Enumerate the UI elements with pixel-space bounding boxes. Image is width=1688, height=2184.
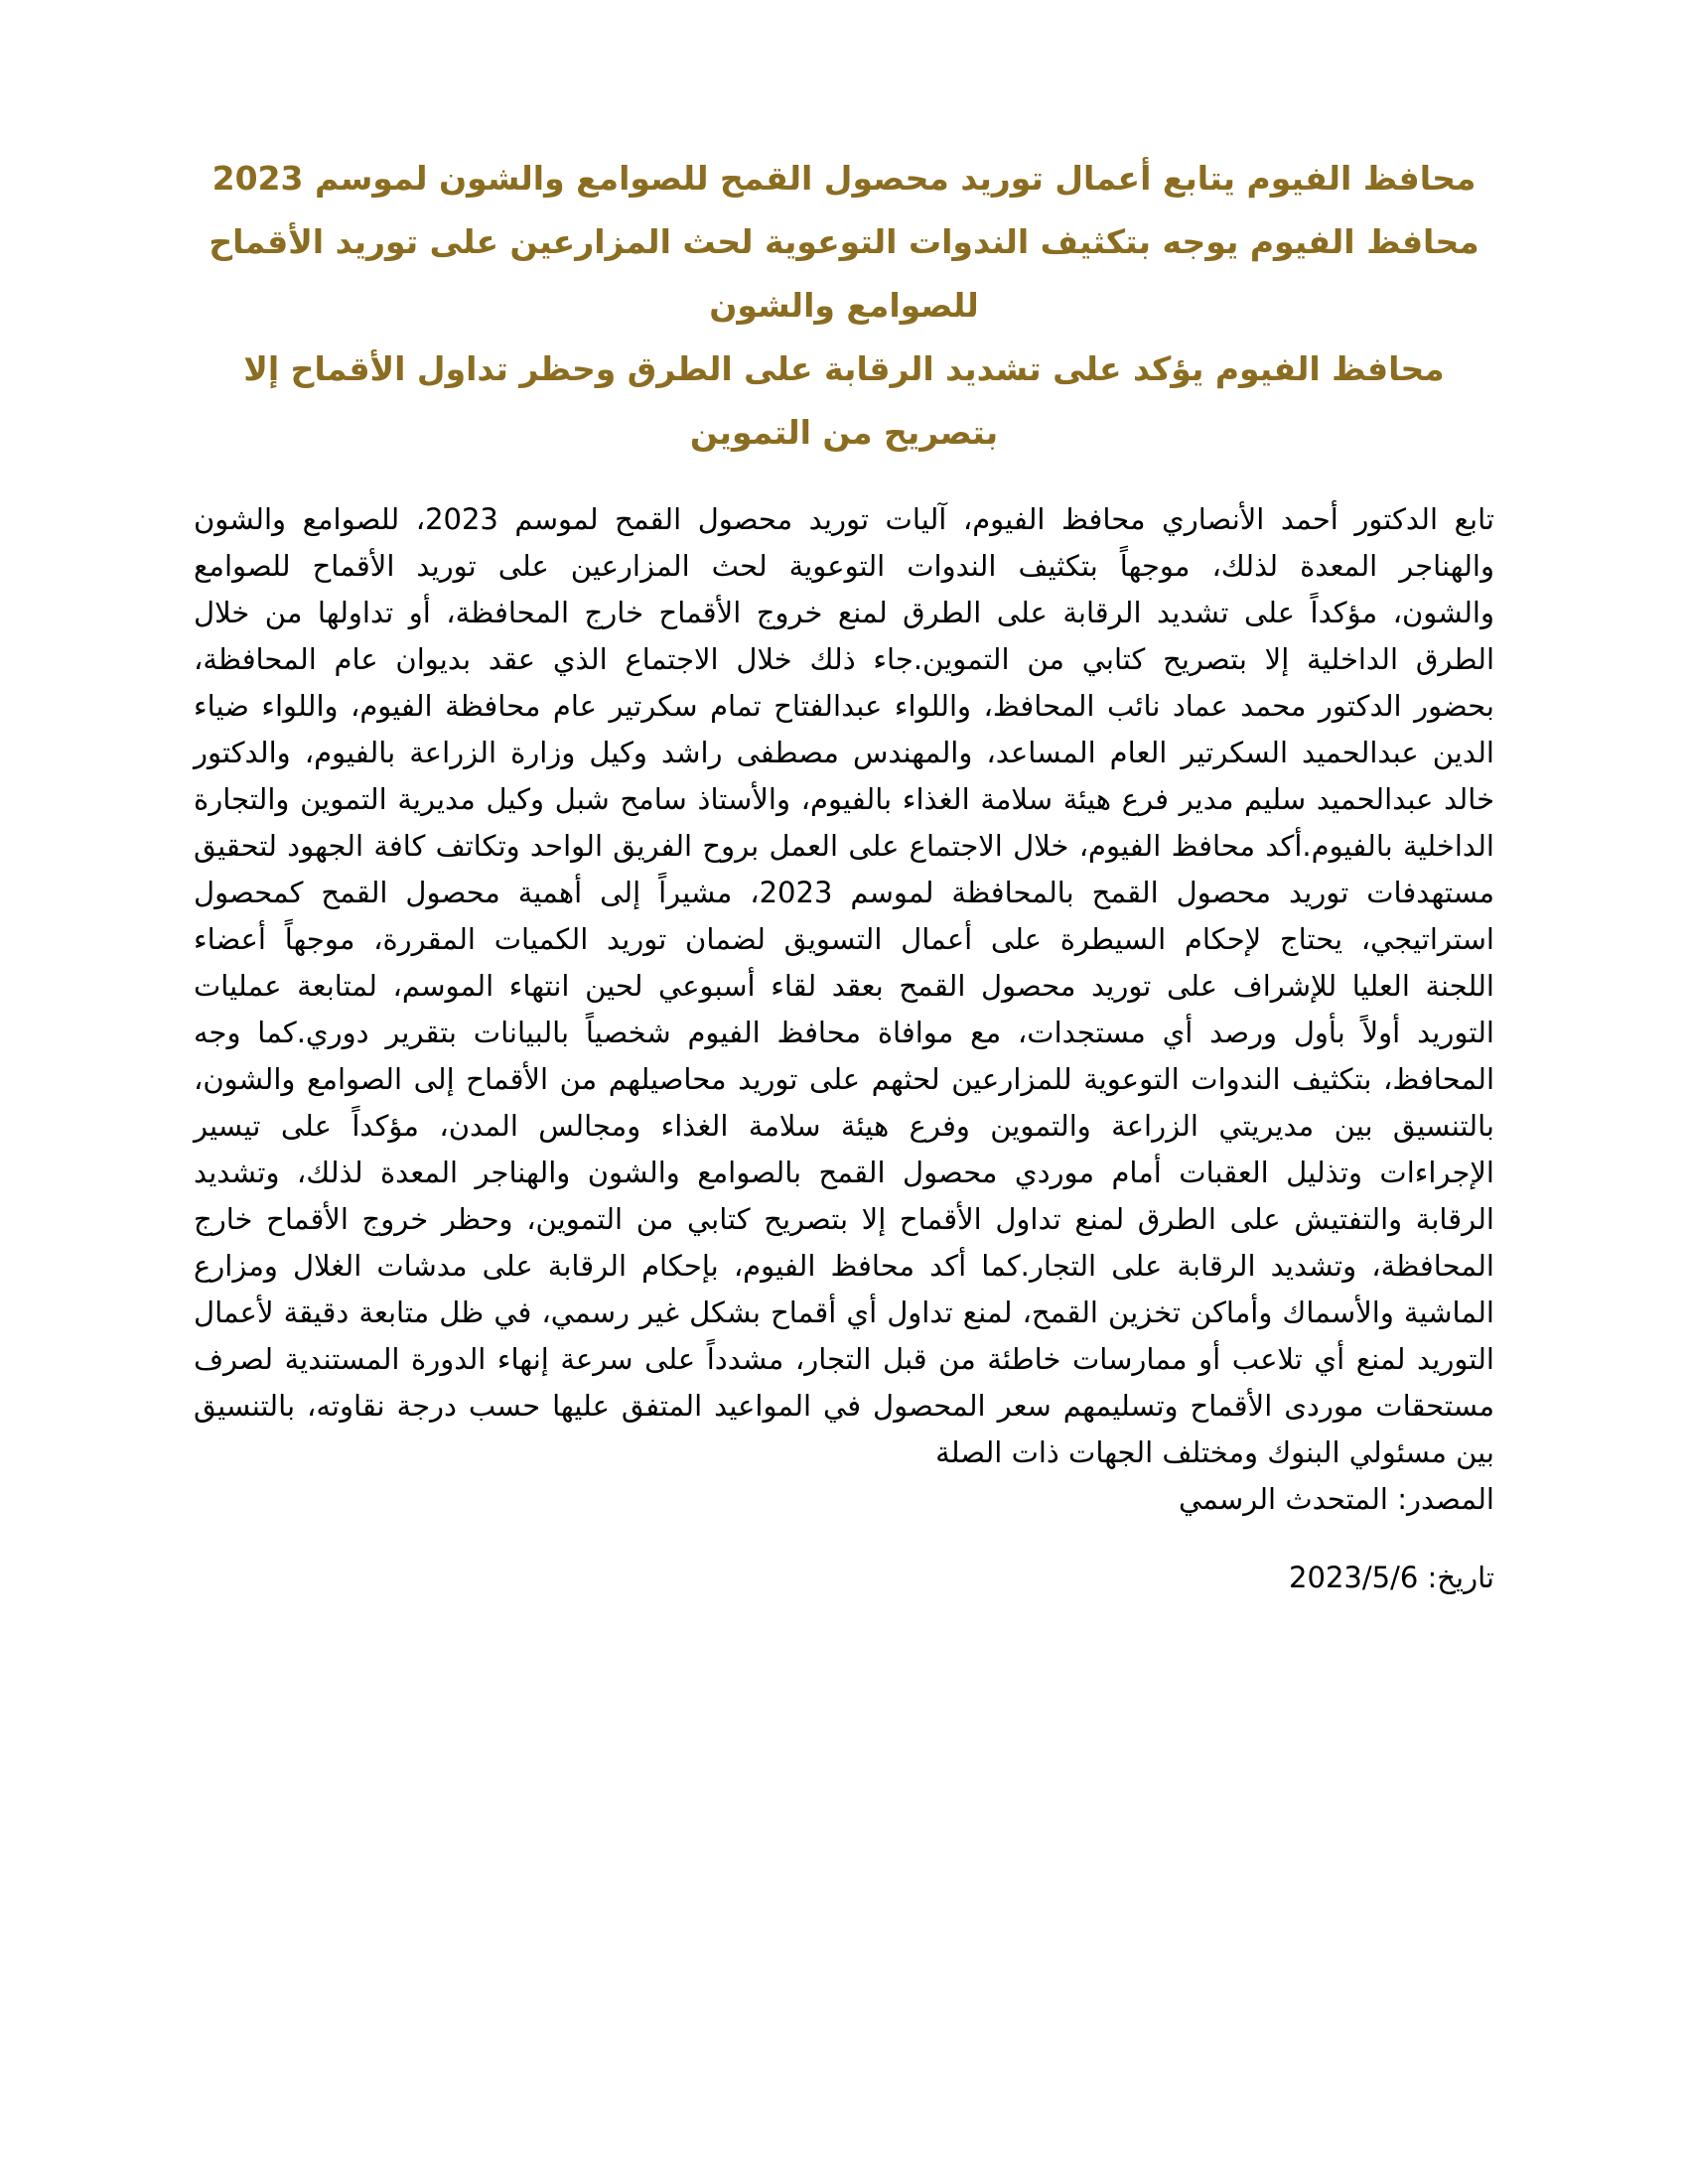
body-last-line: بين مسئولي البنوك ومختلف الجهات ذات الصلة — [935, 1435, 1494, 1469]
body-line: الإجراءات وتذليل العقبات أمام موردي محصول القمح بالصوامع والشون والهناجر المعدة لذلك، وتشديد — [194, 1156, 1494, 1189]
body-justified-lines — [194, 496, 1494, 1430]
body-line: الرقابة والتفتيش على الطرق لمنع تداول الأقماح إلا بتصريح كتابي من التموين، وحظر خروج الأقماح خارج — [194, 1202, 1494, 1236]
body-line: اللجنة العليا للإشراف على توريد محصول القمح بعقد لقاء أسبوعي لحين انتهاء الموسم، لمتابعة عمليات — [194, 969, 1494, 1003]
body-line: الماشية والأسماك وأماكن تخزين القمح، لمنع تداول أي أقماح بشكل غير رسمي، في ظل متابعة دقيقة لأعمال — [194, 1296, 1494, 1329]
body-line: الداخلية بالفيوم.أكد محافظ الفيوم، خلال الاجتماع على العمل بروح الفريق الواحد وتكاتف كافة الجهود لتحقيق — [194, 829, 1494, 863]
title-line: محافظ الفيوم يتابع أعمال توريد محصول القمح للصوامع والشون لموسم 2023 — [211, 159, 1477, 198]
body-line: خالد عبدالحميد سليم مدير فرع هيئة سلامة الغذاء بالفيوم، والأستاذ سامح شبل وكيل مديرية التموين والتجارة — [194, 782, 1494, 816]
body-line: تابع الدكتور أحمد الأنصاري محافظ الفيوم، آليات توريد محصول القمح لموسم 2023، للصوامع والشون — [194, 502, 1494, 536]
body-line: مستهدفات توريد محصول القمح بالمحافظة لموسم 2023، مشيراً إلى أهمية محصول القمح كمحصول — [194, 876, 1494, 909]
body-line: المحافظة، وتشديد الرقابة على التجار.كما أكد محافظ الفيوم، بإحكام الرقابة على مدشات الغلال ومزارع — [194, 1249, 1494, 1283]
body-line: الطرق الداخلية إلا بتصريح كتابي من التموين.جاء ذلك خلال الاجتماع الذي عقد بديوان عام المحافظة، — [194, 642, 1494, 676]
title-line: بتصريح من التموين — [689, 413, 999, 452]
body-line: والهناجر المعدة لذلك، موجهاً بتكثيف الندوات التوعوية لحث المزارعين على توريد الأقماح للصوامع — [194, 549, 1494, 583]
body-line: استراتيجي، يحتاج لإحكام السيطرة على أعمال التسويق لضمان توريد الكميات المقررة، موجهاً أعضاء — [194, 922, 1494, 956]
title-line: محافظ الفيوم يوجه بتكثيف الندوات التوعوية لحث المزارعين على توريد الأقماح — [209, 222, 1479, 261]
body-line: التوريد لمنع أي تلاعب أو ممارسات خاطئة من قبل التجار، مشدداً على سرعة إنهاء الدورة المستندية لصرف — [194, 1342, 1494, 1376]
body-line: الدين عبدالحميد السكرتير العام المساعد، والمهندس مصطفى راشد وكيل وزارة الزراعة بالفيوم، والدكتور — [194, 736, 1494, 769]
body-line: التوريد أولاً بأول ورصد أي مستجدات، مع موافاة محافظ الفيوم شخصياً بالبيانات بتقرير دوري.كما وجه — [194, 1016, 1494, 1049]
body-line: مستحقات موردى الأقماح وتسليمهم سعر المحصول في المواعيد المتفق عليها حسب درجة نقاوته، بالتنسيق — [194, 1389, 1494, 1423]
source-line: المصدر: المتحدث الرسمي — [1178, 1482, 1494, 1516]
title-line: محافظ الفيوم يؤكد على تشديد الرقابة على الطرق وحظر تداول الأقماح إلا — [243, 349, 1445, 388]
body-line: والشون، مؤكداً على تشديد الرقابة على الطرق لمنع خروج الأقماح خارج المحافظة، أو تداولها من خلال — [194, 596, 1494, 629]
body-line: المحافظ، بتكثيف الندوات التوعوية للمزارعين لحثهم على توريد محاصيلهم من الأقماح إلى الصوامع والشون، — [194, 1062, 1494, 1096]
title-line: للصوامع والشون — [709, 286, 979, 325]
body-line: بالتنسيق بين مديريتي الزراعة والتموين وفرع هيئة سلامة الغذاء ومجالس المدن، مؤكداً على تيسير — [194, 1109, 1494, 1143]
article-body — [194, 496, 1494, 1523]
date-line: تاريخ: 2023/5/6 — [1289, 1561, 1494, 1594]
body-line: بحضور الدكتور محمد عماد نائب المحافظ، واللواء عبدالفتاح تمام سكرتير عام محافظة الفيوم، واللواء ضياء — [194, 689, 1494, 723]
article-title — [194, 147, 1494, 465]
